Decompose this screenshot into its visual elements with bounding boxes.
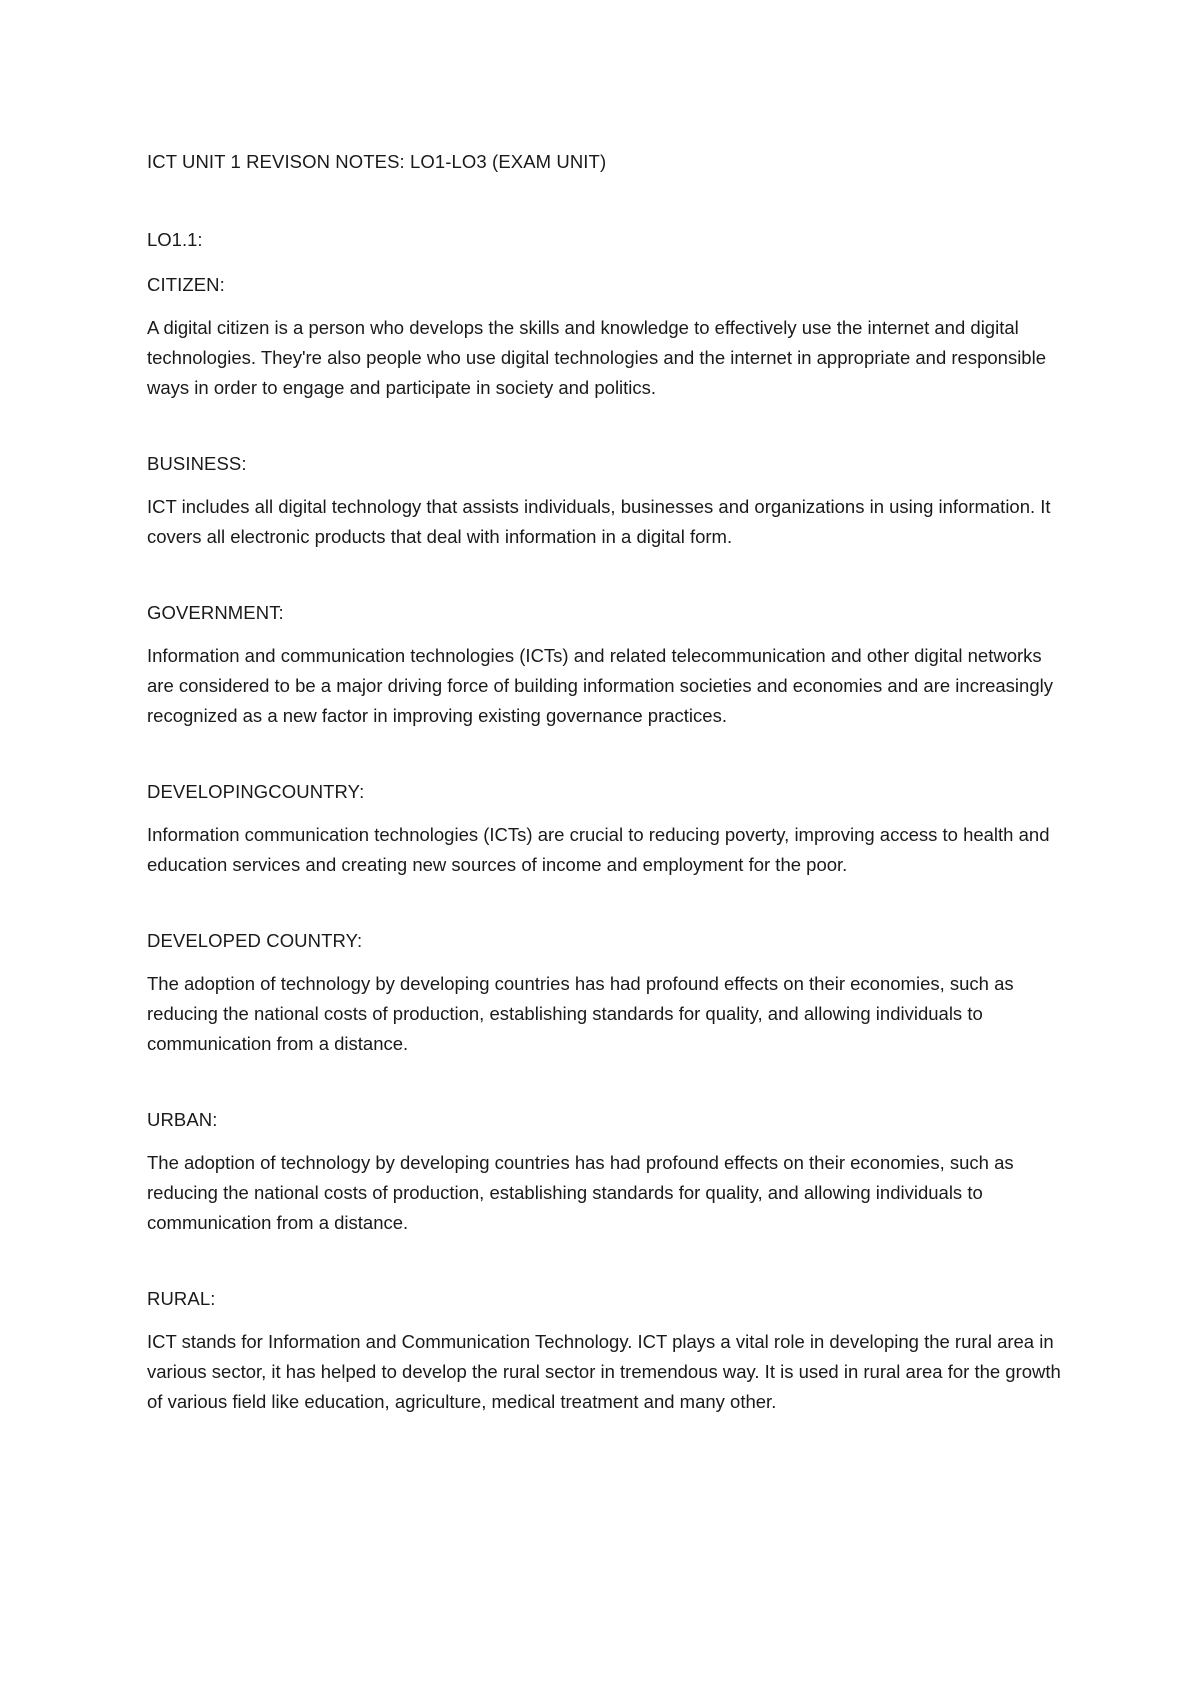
section-heading: BUSINESS: [147, 453, 247, 474]
document-title: ICT UNIT 1 REVISON NOTES: LO1-LO3 (EXAM UNIT) [147, 151, 607, 172]
section-heading: URBAN: [147, 1109, 218, 1130]
section-developed-country [147, 927, 1067, 1059]
section-heading: RURAL: [147, 1288, 216, 1309]
section-citizen [147, 271, 1067, 403]
section-body: Information and communication technologies (ICTs) and related telecommunication and other digital networks are considered to be a major driving force of building information societies and economies and are increasingly recognized as a new factor in improving existing governance practices. [147, 645, 1053, 726]
section-heading: CITIZEN: [147, 274, 225, 295]
section-heading: GOVERNMENT: [147, 602, 284, 623]
section-heading: DEVELOPINGCOUNTRY: [147, 781, 365, 802]
section-body: ICT includes all digital technology that assists individuals, businesses and organizations in using information. It covers all electronic products that deal with information in a digital form. [147, 496, 1051, 547]
section-body: The adoption of technology by developing countries has had profound effects on their economies, such as reducing the national costs of production, establishing standards for quality, and allowing individuals to communication from a distance. [147, 973, 1014, 1054]
section-body: ICT stands for Information and Communication Technology. ICT plays a vital role in developing the rural area in various sector, it has helped to develop the rural sector in tremendous way. It is used in rural area for the growth of various field like education, agriculture, medical treatment and many other. [147, 1331, 1061, 1412]
section-body: A digital citizen is a person who develops the skills and knowledge to effectively use the internet and digital technologies. They're also people who use digital technologies and the internet in appropriate and responsible ways in order to engage and participate in society and politics. [147, 317, 1046, 398]
section-government [147, 599, 1067, 731]
section-developing-country [147, 778, 1067, 880]
section-urban [147, 1106, 1067, 1238]
section-rural [147, 1285, 1067, 1417]
lo-heading: LO1.1: [147, 229, 203, 250]
section-heading: DEVELOPED COUNTRY: [147, 930, 363, 951]
section-business [147, 450, 1067, 552]
section-body: Information communication technologies (ICTs) are crucial to reducing poverty, improving access to health and education services and creating new sources of income and employment for the poor. [147, 824, 1050, 875]
section-body: The adoption of technology by developing countries has had profound effects on their economies, such as reducing the national costs of production, establishing standards for quality, and allowing individuals to communication from a distance. [147, 1152, 1014, 1233]
document-content [147, 148, 1067, 1417]
